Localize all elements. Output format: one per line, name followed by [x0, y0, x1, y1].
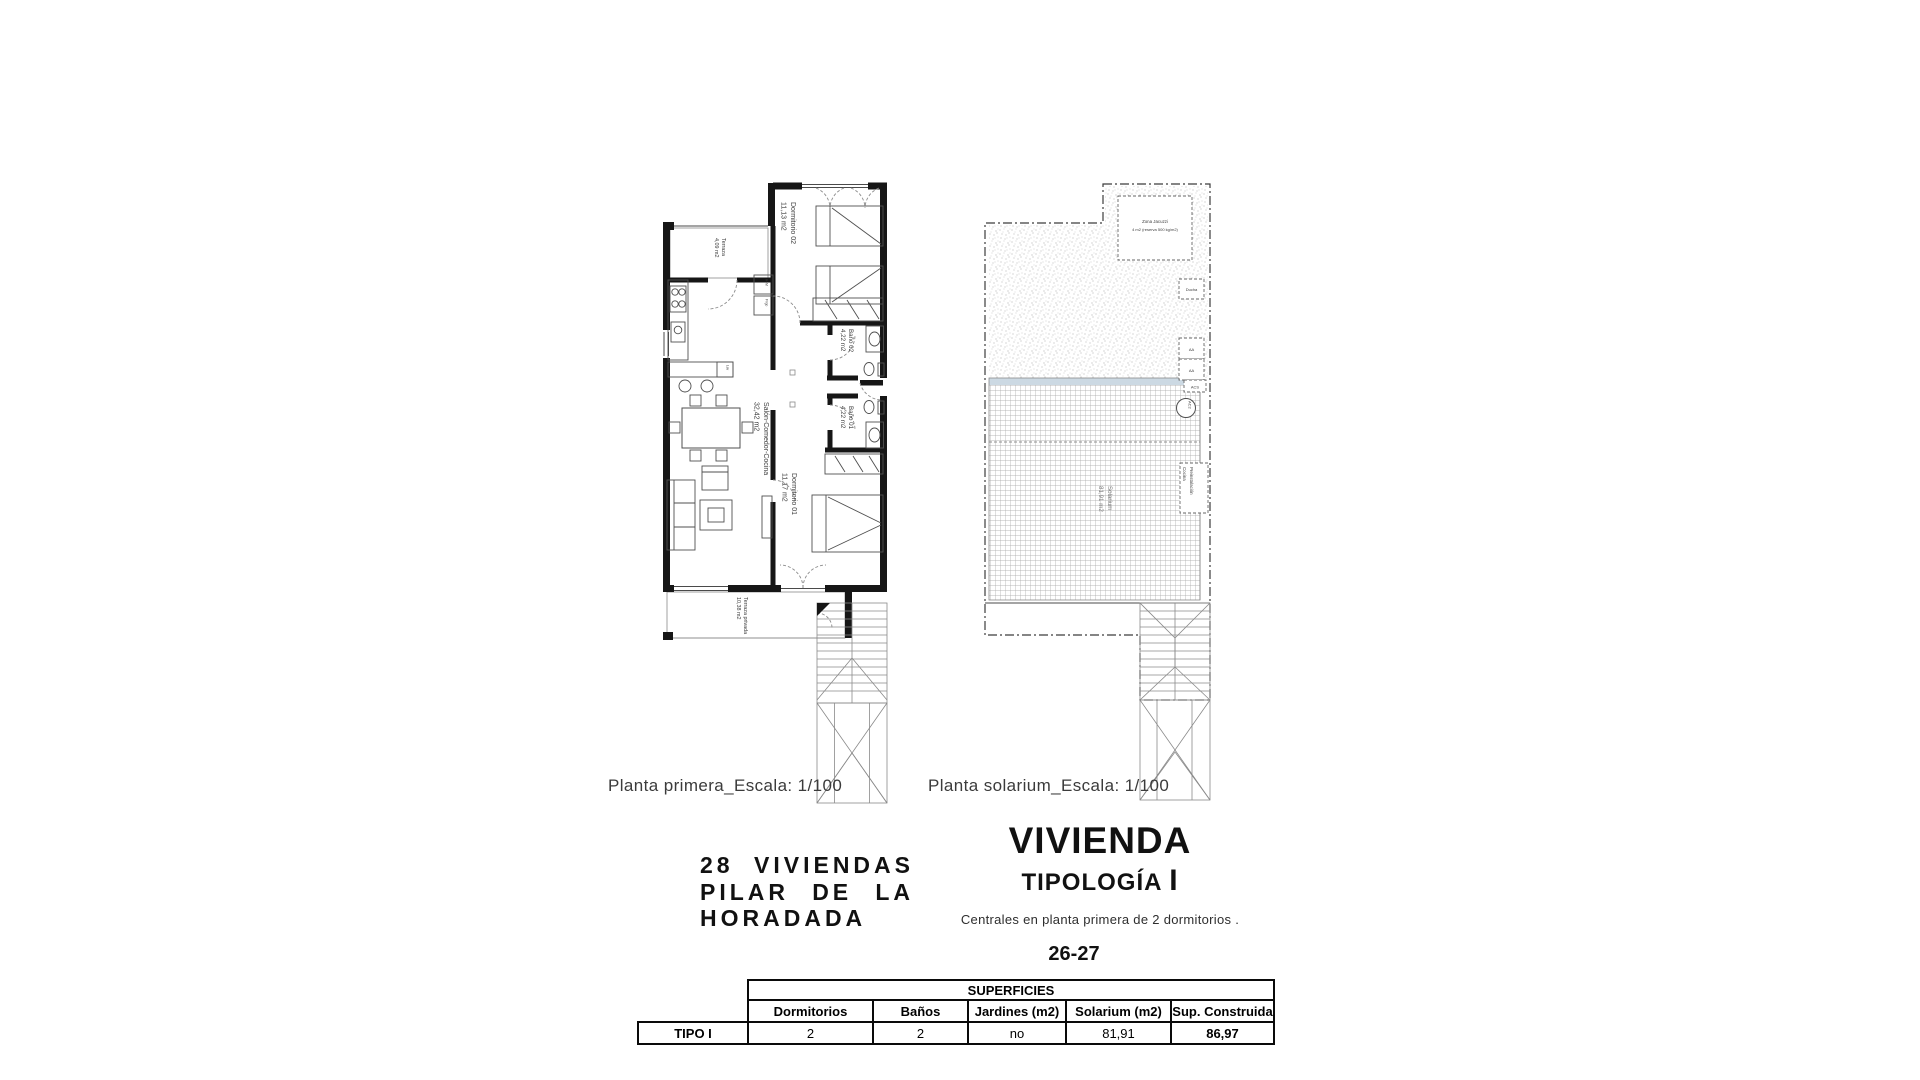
- jacuzzi-zone: [1118, 196, 1192, 260]
- dining-set: [669, 395, 753, 461]
- stool: [679, 380, 691, 392]
- kitchen-island: [668, 362, 733, 392]
- surfaces-table-wrap: [637, 979, 1275, 1045]
- planta-solarium-drawing: [975, 180, 1255, 820]
- planta-solarium-plan: [975, 180, 1255, 820]
- svg-text:AA: AA: [1188, 347, 1195, 352]
- label-solarium: Solarium 81,91 m2: [1097, 486, 1113, 512]
- stairs: [1140, 603, 1210, 800]
- dwelling-title: VIVIENDA: [1008, 820, 1192, 861]
- sink: [671, 322, 685, 342]
- project-title-line3: HORADADA: [700, 905, 867, 932]
- project-title-line1: 28 VIVIENDAS: [700, 852, 914, 878]
- value-solarium: 81,91: [1066, 1022, 1171, 1044]
- value-banos: 2: [873, 1022, 968, 1044]
- typology-block: [945, 820, 1255, 966]
- label-dormitorio-02: Dormitorio 02 11,13 m2: [779, 202, 796, 245]
- col-banos: Baños: [873, 1000, 968, 1022]
- svg-text:AC2: AC2: [1187, 401, 1193, 409]
- shower-box: [1179, 279, 1204, 299]
- label-oven: H+M: [764, 279, 769, 286]
- label-terraza-privada: Terraza privada 10,38 m2: [735, 597, 748, 635]
- label-bano-01: Baño 01 4,22 m2: [839, 406, 854, 430]
- svg-text:Preinstalación Cocin: Preinstalación Cocina: [1182, 467, 1194, 495]
- bed-single-1: [816, 206, 883, 246]
- jacuzzi-note: 4 m2 (reserva 500 kg/m2): [1132, 227, 1178, 232]
- surfaces-table: [637, 979, 1275, 1045]
- label-bano-02: Baño 02 4,22 m2: [839, 329, 854, 353]
- dishwasher: [717, 362, 733, 377]
- typology-label: TIPOLOGÍA: [1021, 869, 1162, 896]
- caption-planta-primera: Planta primera_Escala: 1/100: [608, 776, 843, 795]
- aa-unit-top: [1179, 338, 1204, 359]
- project-title: [700, 852, 914, 932]
- typology-description: Centrales en planta primera de 2 dormitorios .: [960, 912, 1240, 927]
- solarium-paving: [989, 378, 1200, 600]
- planta-primera-plan: [640, 180, 930, 820]
- ac-circle: [1177, 399, 1196, 418]
- sofa-set: [667, 466, 772, 550]
- planta-primera-drawing: [640, 180, 930, 820]
- project-title-line2: PILAR DE LA: [700, 878, 914, 905]
- stairs: [817, 603, 887, 803]
- col-solarium: Solarium (m2): [1066, 1000, 1171, 1022]
- closet-dormitorio02: [813, 298, 883, 321]
- typology-title: [945, 864, 1255, 898]
- label-fridge: Frigo: [764, 299, 769, 307]
- svg-text:ACS: ACS: [1190, 384, 1200, 390]
- closet-dormitorio01: [825, 454, 883, 474]
- label-terraza: Terraza 4,09 m2: [713, 238, 726, 258]
- caption-planta-solarium: Planta solarium_Escala: 1/100: [928, 776, 1170, 795]
- fridge: [754, 296, 773, 315]
- preinstall-kitchen-box: [1180, 463, 1208, 513]
- bed-double: [812, 495, 883, 552]
- typology-number: I: [1169, 864, 1179, 897]
- svg-text:AA: AA: [1188, 368, 1195, 373]
- entry-door-leaf: [860, 380, 883, 386]
- label-salon: Salón-Comedor-Cocina 32,42 m2: [752, 402, 769, 476]
- col-dormitorios: Dormitorios: [748, 1000, 873, 1022]
- svg-text:Ducha: Ducha: [1185, 287, 1198, 292]
- switch-marks: [790, 370, 795, 407]
- stool: [701, 380, 713, 392]
- armchair: [702, 466, 728, 490]
- acs-box: [1184, 380, 1206, 392]
- aa-unit-bottom: [1179, 359, 1204, 380]
- value-dormitorios: 2: [748, 1022, 873, 1044]
- col-sup-construida: Sup. Construida: [1171, 1000, 1274, 1022]
- label-wash: Lav: [725, 365, 730, 371]
- col-jardines: Jardines (m2): [968, 1000, 1066, 1022]
- value-sup-construida: 86,97: [1171, 1022, 1274, 1044]
- table-title: SUPERFICIES: [748, 980, 1274, 1000]
- value-jardines: no: [968, 1022, 1066, 1044]
- unit-numbers: 26-27: [1048, 943, 1100, 965]
- kitchen-counter: [668, 280, 688, 360]
- coffee-table: [700, 500, 732, 530]
- row-label-tipo-i: TIPO I: [638, 1022, 748, 1044]
- label-dormitorio-01: Dormitorio 01 11,17 m2: [780, 473, 797, 516]
- jacuzzi-label: Zona Jacuzzi: [1142, 219, 1168, 224]
